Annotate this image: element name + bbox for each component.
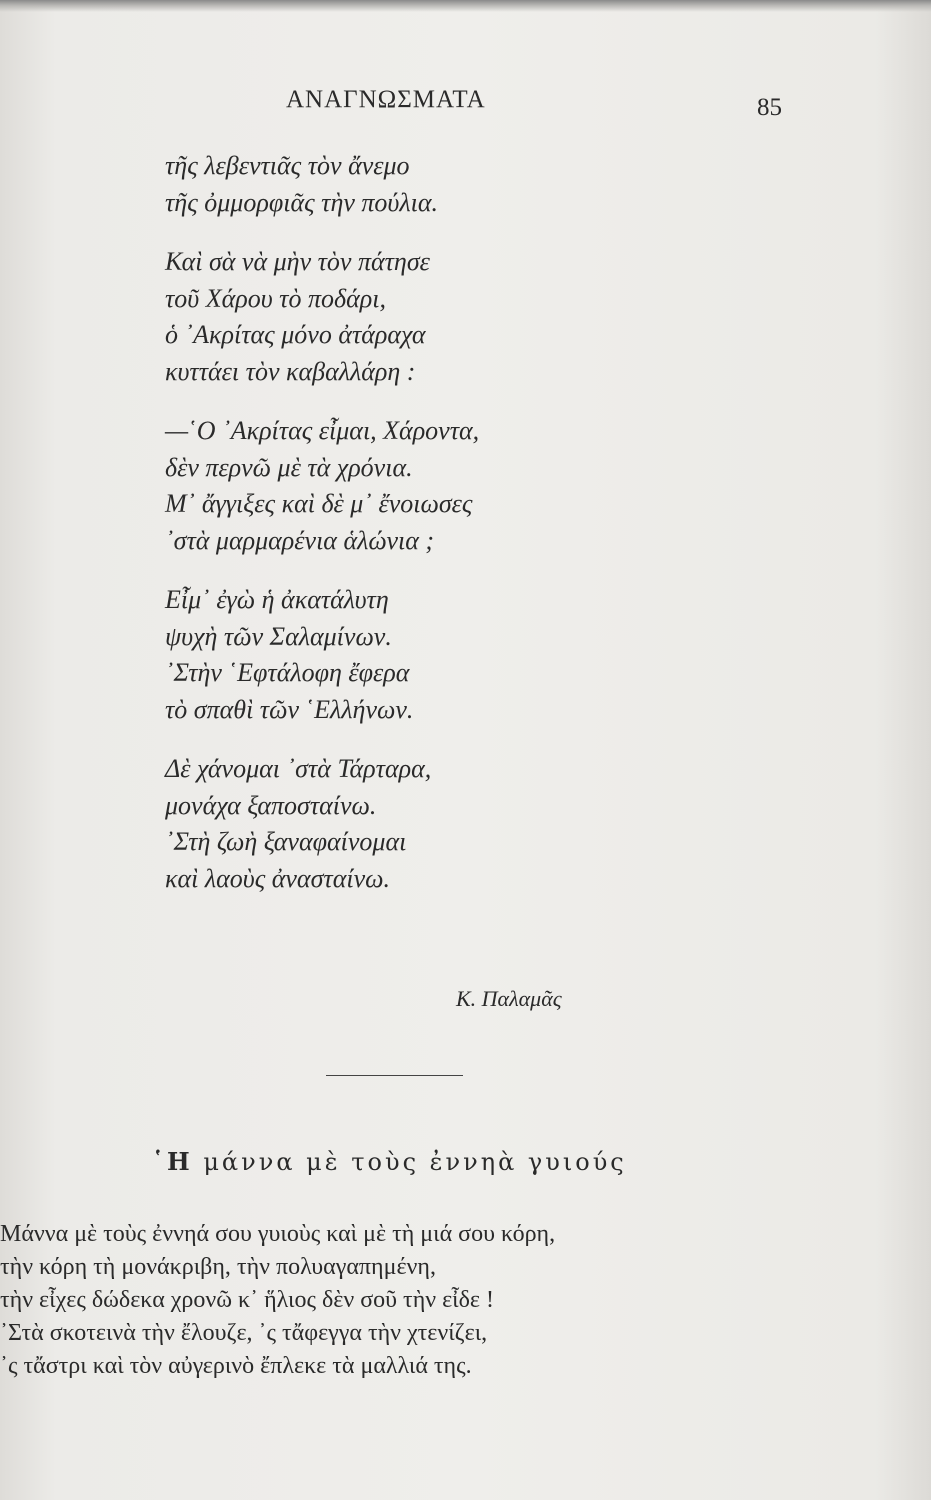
poem-author-signature: Κ. Παλαμᾶς [456,986,562,1011]
poem-stanza [165,244,479,390]
section-title [152,1147,627,1176]
poem-line: ᾿Στὴ ζωὴ ξαναφαίνομαι [165,827,407,856]
poem-line: ὁ ᾿Ακρίτας μόνο ἀτάραχα [165,320,426,349]
poem-line: τοῦ Χάρου τὸ ποδάρι, [165,283,386,313]
poem [165,148,479,920]
poem-line: μονάχα ξαποσταίνω. [165,790,377,820]
verse-line: Μάννα μὲ τοὺς ἐννηά σου γυιοὺς καὶ μὲ τὴ μιά σου κόρη, [0,1221,556,1247]
poem-line: κυττάει τὸν καβαλλάρη : [165,356,416,386]
poem-stanza [165,413,479,559]
section-title-rest: μάννα μὲ τοὺς ἐννηὰ γυιούς [203,1148,627,1176]
page-number: 85 [757,94,782,121]
verse-line: τὴν εἶχες δώδεκα χρονῶ κ᾿ ἥλιος δὲν σοῦ τὴν εἶδε ! [0,1287,495,1313]
section-divider [326,1075,463,1076]
poem-line: Μ᾿ ἄγγιξες καὶ δὲ μ᾿ ἔνοιωσες [165,489,473,518]
poem-line: δὲν περνῶ μὲ τὰ χρόνια. [165,452,413,482]
section-title-lead: ῾Η [152,1147,193,1176]
verse-line: ᾿ς τἄστρι καὶ τὸν αὐγερινὸ ἔπλεκε τὰ μαλλιά της. [0,1353,472,1379]
poem-stanza [165,148,479,221]
poem-line: ᾿Στὴν ῾Εφτάλοφη ἔφερα [165,658,410,687]
poem-line: τὸ σπαθὶ τῶν ῾Ελλήνων. [165,694,414,724]
poem-line: Καὶ σὰ νὰ μὴν τὸν πάτησε [165,247,430,276]
running-header-title: ΑΝΑΓΝΩΣΜΑΤΑ [286,86,486,113]
section-verse [0,1218,555,1383]
poem-line: —῾Ο ᾿Ακρίτας εἶμαι, Χάροντα, [165,416,480,445]
poem-line: ψυχὴ τῶν Σαλαμίνων. [165,621,392,651]
poem-line: τῆς λεβεντιᾶς τὸν ἄνεμο [165,151,410,180]
poem-line: τῆς ὀμμορφιᾶς τὴν πούλια. [165,187,438,217]
poem-line: Εἶμ᾿ ἐγὼ ἡ ἀκατάλυτη [165,585,389,614]
poem-stanza [165,582,479,728]
poem-line: καὶ λαοὺς ἀνασταίνω. [165,863,390,893]
verse-line: ᾿Στὰ σκοτεινὰ τὴν ἔλουζε, ᾿ς τἄφεγγα τὴν χτενίζει, [0,1320,488,1346]
page-top-edge [0,0,931,12]
poem-line: ᾿στὰ μαρμαρένια ἁλώνια ; [165,525,435,555]
poem-stanza [165,751,479,897]
poem-line: Δὲ χάνομαι ᾿στὰ Τάρταρα, [165,754,432,783]
verse-line: τὴν κόρη τὴ μονάκριβη, τὴν πολυαγαπημένη, [0,1254,436,1280]
